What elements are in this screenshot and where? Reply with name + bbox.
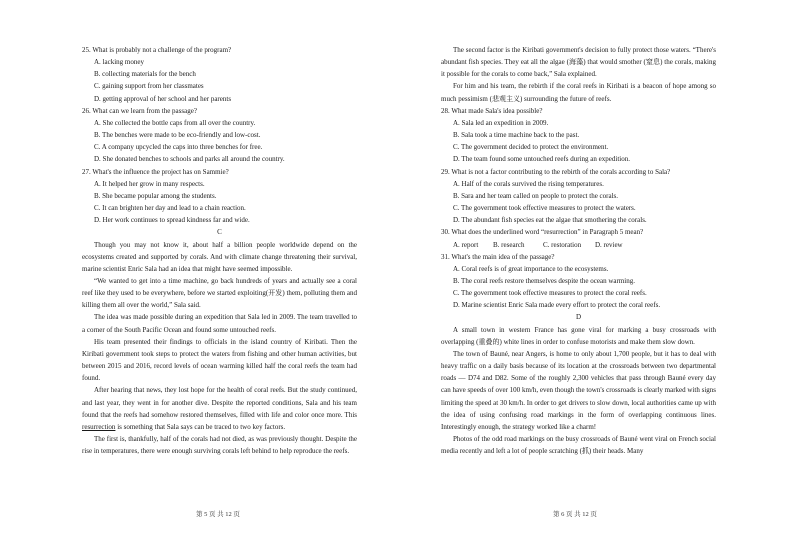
option: D. Her work continues to spread kindness far and wide. [94,216,250,225]
option: C. restoration [543,240,582,249]
option: B. collecting materials for the bench [94,70,196,79]
question-stem: 28. What made Sala's idea possible? [441,106,543,115]
option: B. The coral reefs restore themselves despite the ocean warming. [453,276,635,285]
passage-paragraph: The first is, thankfully, half of the corals had not died, as was previously thought. Despite the rise in temperatures, there were enough surviving corals left behind to help reproduce the reefs. [82,435,357,456]
option: C. The government decided to protect the environment. [453,143,609,152]
question-28 [441,105,716,166]
option: C. It can brighten her day and lead to a chain reaction. [94,204,246,213]
passage-paragraph: A small town in western France has gone viral for marking a busy crossroads with overlapping (重叠的) white lines in order to confuse motorists and make them slow down. [441,325,716,346]
option: A. It helped her grow in many respects. [94,179,205,188]
option: C. The government took effective measures to protect the coral reefs. [453,289,647,298]
option: B. Sara and her team called on people to protect the corals. [453,191,619,200]
question-stem: 30. What does the underlined word “resurrection” in Paragraph 5 mean? [441,228,644,237]
option: D. Marine scientist Enric Sala made every effort to protect the coral reefs. [453,301,661,310]
question-stem: 26. What can we learn from the passage? [82,106,197,115]
option: C. A company upcycled the caps into three benches for free. [94,143,263,152]
option: B. The benches were made to be eco-friendly and low-cost. [94,131,261,140]
question-stem: 29. What is not a factor contributing to the rebirth of the corals according to Sala? [441,167,671,176]
question-25 [82,44,357,105]
passage-paragraph: His team presented their findings to officials in the island country of Kiribati. Then the Kiribati government took steps to protect the waters from fishing and other human activities, but between 2015 and 2016, record levels of ocean warming killed half the coral reefs the team had found. [82,337,357,383]
question-stem: 25. What is probably not a challenge of the program? [82,46,232,54]
passage-paragraph: Photos of the odd road markings on the busy crossroads of Bauné went viral on French social media recently and left a lot of people scratching (抓) their heads. Many [441,435,716,456]
question-30 [441,226,716,250]
page-number-right: 第 6 页 共 12 页 [553,511,597,518]
option: A. She collected the bottle caps from all over the country. [94,118,256,127]
question-26 [82,105,357,166]
paragraph-text: After hearing that news, they lost hope for the health of coral reefs. But the study continued, and last year, they went in for another dive. Despite the reported conditions, Sala and his team found that the reefs had somehow restored themselves, filled with life and color once more. This [82,386,357,419]
option-row [453,239,716,251]
section-d-heading: D [575,313,582,322]
option: B. research [493,240,525,249]
option: B. She became popular among the students. [94,191,217,200]
paragraph-text: is something that Sala says can be traced to two key factors. [115,422,286,431]
option: A. Sala led an expedition in 2009. [453,118,549,127]
option: D. She donated benches to schools and parks all around the country. [94,155,285,164]
option: A. lacking money [94,58,144,67]
passage-paragraph: The second factor is the Kiribati government's decision to fully protect those waters. “There's abundant fish species. They eat all the algae (海藻) that would smother (窒息) the corals, making it possible for the corals to come back,” Sala explained. [441,46,716,79]
option: A. Half of the corals survived the rising temperatures. [453,179,604,188]
question-27 [82,166,357,227]
underlined-word: resurrection [82,422,116,431]
section-c-heading: C [217,228,222,237]
option: D. getting approval of her school and her parents [94,94,232,103]
question-29 [441,166,716,227]
passage-paragraph: The town of Bauné, near Angers, is home to only about 1,700 people, but it has to deal with heavy traffic on a daily basis because of its location at the crossroads between two departmental roads — D74 and D82. Some of the roughly 2,300 vehicles that pass through Bauné every day can have speeds of over 100 km/h, even though the town's crossroads is clearly marked with signs limiting the speed at 30 km/h. In order to get drivers to slow down, local authorities came up with the idea of using confusing road markings in the form of overlapping continuous lines. Interestingly enough, the strategy worked like a charm! [441,349,716,431]
left-column [82,44,357,457]
option: D. The team found some untouched reefs during an expedition. [453,155,630,164]
passage-paragraph: “We wanted to get into a time machine, go back hundreds of years and actually see a coral reef like they used to be everywhere, before we started exploiting(开发) them, polluting them and killing them all over the world,” Sala said. [82,276,357,310]
question-31 [441,251,716,312]
page-number-left: 第 5 页 共 12 页 [196,511,240,518]
passage-paragraph: Though you may not know it, about half a billion people worldwide depend on the ecosystems created and supported by corals. And with climate change threatening their survival, marine scientist Enric Sala had an idea that might have seemed impossible. [82,240,357,273]
option: D. The abundant fish species eat the algae that smothering the corals. [453,216,647,225]
option: D. review [595,240,623,249]
option: C. The government took effective measures to protect the waters. [453,204,636,213]
option: A. report [453,240,479,249]
question-stem: 31. What's the main idea of the passage? [441,252,555,261]
passage-paragraph [82,384,357,433]
passage-paragraph: The idea was made possible during an expedition that Sala led in 2009. The team travelled to a corner of the South Pacific Ocean and found some untouched reefs. [82,313,357,334]
option: B. Sala took a time machine back to the past. [453,131,580,140]
option: A. Coral reefs is of great importance to the ecosystems. [453,264,609,273]
right-column [441,44,716,457]
question-stem: 27. What's the influence the project has on Sammie? [82,167,229,176]
option: C. gaining support from her classmates [94,82,204,91]
passage-paragraph: For him and his team, the rebirth if the coral reefs in Kiribati is a beacon of hope among so much pessimism (悲观主义) surrounding the future of reefs. [441,82,716,103]
